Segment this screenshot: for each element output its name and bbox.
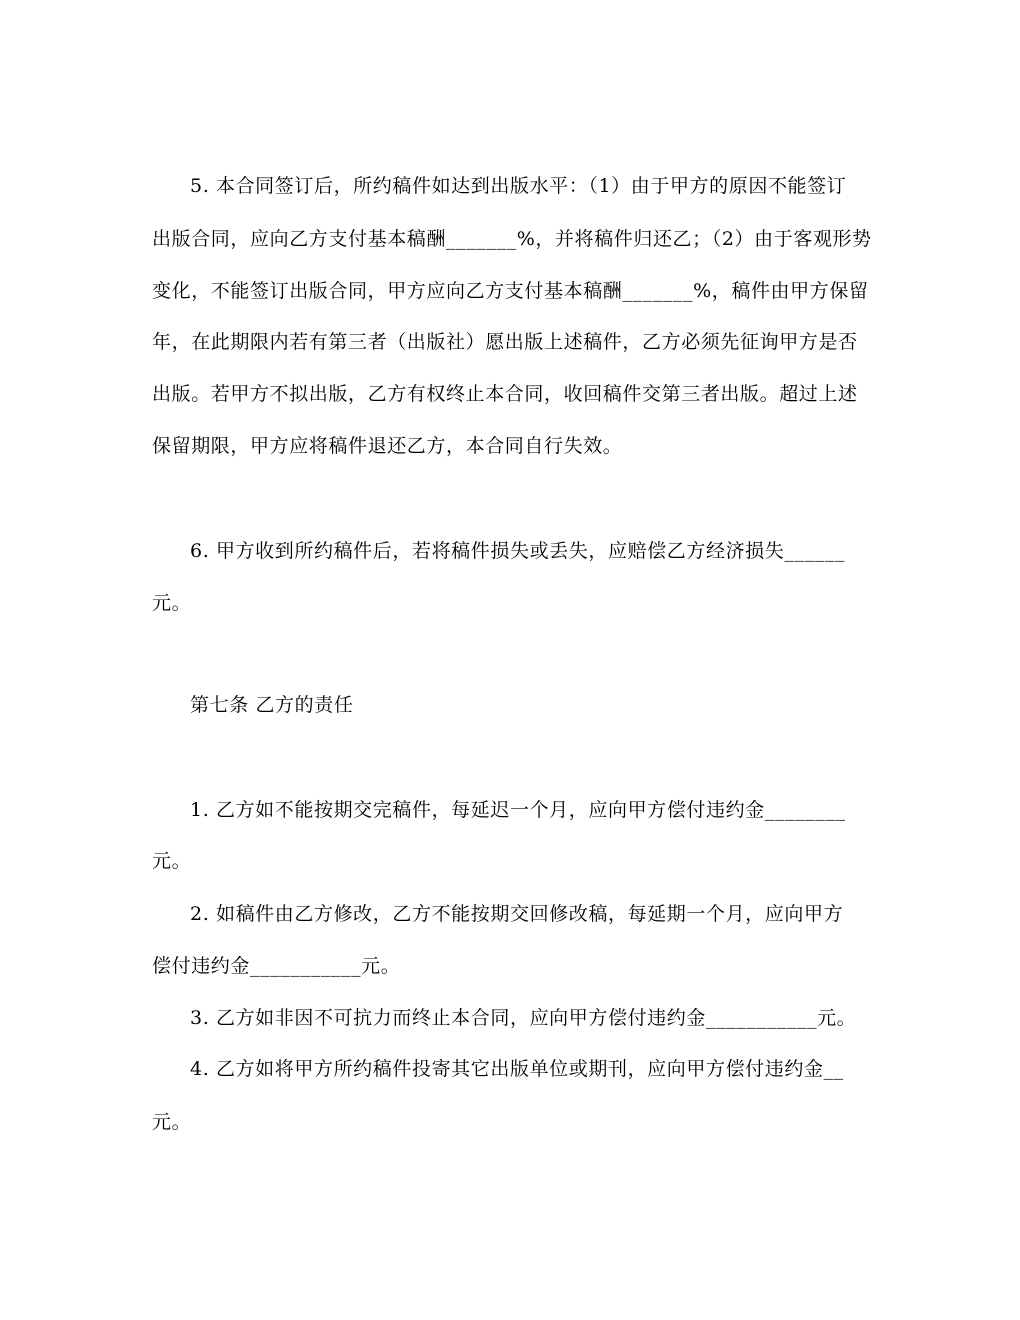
article-7-item-4-line-2: 元。 (152, 1111, 192, 1133)
clause-5-line-3: 变化，不能签订出版合同，甲方应向乙方支付基本稿酬_______%，稿件由甲方保留 (152, 280, 869, 302)
article-7-item-2-line-2: 偿付违约金___________元。 (152, 955, 401, 977)
clause-5-line-4: 年，在此期限内若有第三者（出版社）愿出版上述稿件，乙方必须先征询甲方是否 (152, 331, 858, 353)
clause-5-line-5: 出版。若甲方不拟出版，乙方有权终止本合同，收回稿件交第三者出版。超过上述 (152, 383, 858, 405)
clause-5-line-6: 保留期限，甲方应将稿件退还乙方，本合同自行失效。 (152, 435, 623, 457)
clause-5-line-2: 出版合同，应向乙方支付基本稿酬_______%，并将稿件归还乙；（2）由于客观形势 (152, 228, 872, 250)
clause-5-line-1: 5. 本合同签订后，所约稿件如达到出版水平：（1）由于甲方的原因不能签订 (190, 175, 847, 197)
article-7-item-2-line-1: 2. 如稿件由乙方修改，乙方不能按期交回修改稿，每延期一个月，应向甲方 (190, 903, 844, 925)
clause-6-line-2: 元。 (152, 592, 192, 614)
article-7-item-3-line-1: 3. 乙方如非因不可抗力而终止本合同，应向甲方偿付违约金___________元。 (190, 1007, 857, 1029)
article-7-item-1-line-2: 元。 (152, 850, 192, 872)
article-7-heading: 第七条 乙方的责任 (190, 694, 354, 716)
article-7-item-4-line-1: 4. 乙方如将甲方所约稿件投寄其它出版单位或期刊，应向甲方偿付违约金__ (190, 1058, 844, 1080)
article-7-item-1-line-1: 1. 乙方如不能按期交完稿件，每延迟一个月，应向甲方偿付违约金________ (190, 799, 846, 821)
clause-6-line-1: 6. 甲方收到所约稿件后，若将稿件损失或丢失，应赔偿乙方经济损失______ (190, 540, 845, 562)
